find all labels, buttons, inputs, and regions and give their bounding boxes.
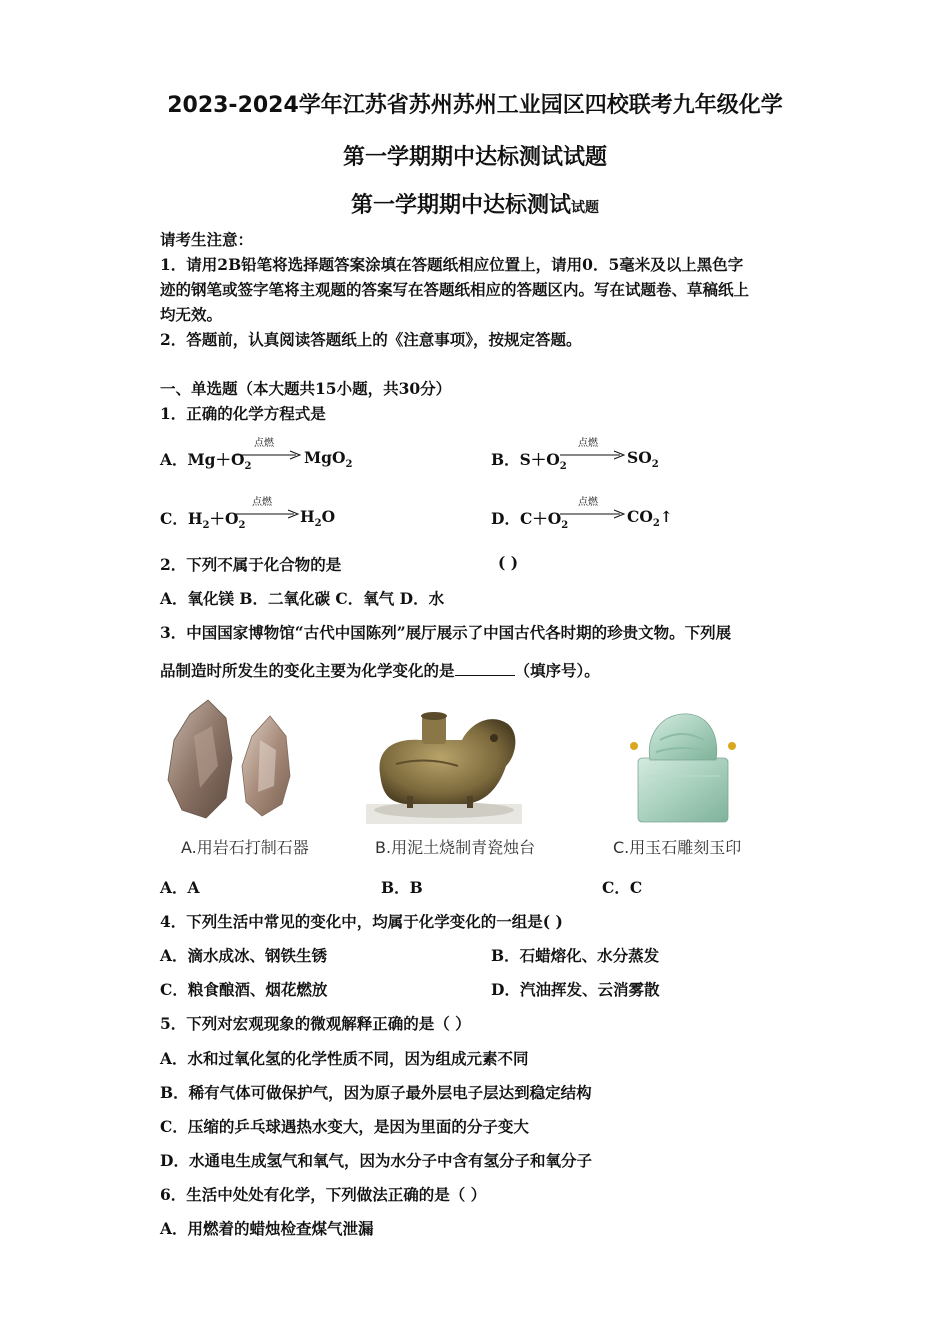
reaction-arrow-icon	[560, 450, 626, 460]
q4-option-c: C．粮食酿酒、烟花燃放	[160, 980, 328, 999]
notice-1c: 均无效。	[160, 305, 223, 324]
notice-1a: 1．请用2B铅笔将选择题答案涂填在答题纸相应位置上，请用0．5毫米及以上黑色字	[160, 255, 744, 274]
q1-c-mid: ＋O	[209, 509, 239, 528]
q1-c-label: C．H	[160, 509, 203, 528]
q1-d-arrow	[560, 497, 626, 523]
q1-c-arrow	[234, 497, 300, 523]
q3-option-b: B．B	[381, 878, 423, 897]
q1-d-product-end: ↑	[659, 507, 673, 526]
notice-1b: 迹的钢笔或签字笔将主观题的答案写在答题纸相应的答题区内。写在试题卷、草稿纸上	[160, 280, 750, 299]
q1-b-product-text: SO	[627, 448, 652, 467]
q1-b-sub: 2	[559, 461, 567, 473]
q1-a-product-sub: 2	[345, 459, 353, 471]
q3-stem-b-row	[160, 659, 600, 681]
q1-d-sub: 2	[561, 520, 569, 532]
q4-option-a: A．滴水成冰、钢铁生锈	[160, 946, 328, 965]
exam-title-line3-small: 试题	[571, 200, 599, 216]
q1-c-product-sub: 2	[314, 518, 322, 530]
q2-options: A．氧化镁 B．二氧化碳 C．氧气 D．水	[160, 589, 445, 608]
q3-option-c: C．C	[602, 878, 643, 897]
q5-option-d: D．水通电生成氢气和氧气，因为水分子中含有氢分子和氧分子	[160, 1151, 592, 1170]
notice-2: 2．答题前，认真阅读答题纸上的《注意事项》，按规定答题。	[160, 330, 582, 349]
q6-stem: 6．生活中处处有化学，下列做法正确的是（ ）	[160, 1185, 487, 1204]
q5-option-b: B．稀有气体可做保护气，因为原子最外层电子层达到稳定结构	[160, 1083, 592, 1102]
q1-b-condition: 点燃	[578, 438, 598, 449]
jade-seal-image	[620, 706, 746, 826]
q4-option-b: B．石蜡熔化、水分蒸发	[491, 946, 660, 965]
q1-a-condition: 点燃	[254, 438, 274, 449]
q1-c-product-end: O	[321, 507, 336, 526]
q3-caption-b: B.用泥土烧制青瓷烛台	[375, 838, 536, 857]
notice-heading: 请考生注意：	[160, 230, 254, 249]
reaction-arrow-icon	[234, 509, 300, 519]
q3-stem-a: 3．中国国家博物馆“古代中国陈列”展厅展示了中国古代各时期的珍贵文物。下列展	[160, 623, 732, 642]
q1-d-reactants: D．C＋O	[491, 509, 562, 528]
q5-stem: 5．下列对宏观现象的微观解释正确的是（ ）	[160, 1014, 471, 1033]
q5-option-c: C．压缩的乒乓球遇热水变大，是因为里面的分子变大	[160, 1117, 529, 1136]
q2-answer-paren: ( )	[498, 553, 519, 572]
q2-stem: 2．下列不属于化合物的是	[160, 555, 342, 574]
q1-d-condition: 点燃	[578, 497, 598, 508]
q3-option-a: A．A	[160, 878, 200, 897]
q1-b-product-sub: 2	[651, 459, 659, 471]
q1-a-product-text: MgO	[304, 448, 346, 467]
q1-option-d	[491, 507, 568, 531]
q3-stem-c: （填序号）。	[514, 661, 600, 680]
q4-option-d: D．汽油挥发、云消雾散	[491, 980, 660, 999]
exam-title-line2: 第一学期期中达标测试试题	[342, 145, 607, 170]
q1-a-arrow	[236, 438, 302, 464]
q1-b-reactants: B．S＋O	[491, 450, 560, 469]
q1-c-product	[300, 507, 335, 529]
exam-title-line3-main: 第一学期期中达标测试	[350, 193, 571, 218]
q6-option-a: A．用燃着的蜡烛检查煤气泄漏	[160, 1219, 374, 1238]
q1-d-product	[627, 507, 673, 529]
q1-b-product	[627, 448, 659, 470]
q3-answer-blank	[455, 661, 515, 676]
q1-a-reactants: A．Mg＋O	[160, 450, 245, 469]
q3-caption-a: A.用岩石打制石器	[181, 838, 309, 857]
q1-d-product-text: CO	[627, 507, 653, 526]
q1-c-sub1: 2	[202, 520, 210, 532]
q1-stem: 1．正确的化学方程式是	[160, 404, 326, 423]
q1-a-sub: 2	[244, 461, 252, 473]
q1-c-condition: 点燃	[252, 497, 272, 508]
q1-d-product-sub: 2	[652, 518, 660, 530]
reaction-arrow-icon	[236, 450, 302, 460]
q1-option-b	[491, 448, 567, 472]
section-heading: 一、单选题（本大题共15小题，共30分）	[160, 379, 452, 398]
reaction-arrow-icon	[560, 509, 626, 519]
q3-caption-c: C.用玉石雕刻玉印	[613, 838, 742, 857]
q4-stem: 4．下列生活中常见的变化中，均属于化学变化的一组是( )	[160, 912, 563, 931]
q1-option-c	[160, 507, 245, 531]
q1-a-product	[304, 448, 352, 470]
stone-tools-image	[160, 696, 320, 826]
exam-title-line3	[0, 188, 950, 219]
celadon-candlestick-image	[366, 704, 522, 824]
q5-option-a: A．水和过氧化氢的化学性质不同，因为组成元素不同	[160, 1049, 529, 1068]
q1-c-product-text: H	[300, 507, 315, 526]
q1-c-sub2: 2	[238, 520, 246, 532]
exam-title-line1: 2023-2024学年江苏省苏州苏州工业园区四校联考九年级化学	[167, 93, 783, 118]
q3-stem-b: 品制造时所发生的变化主要为化学变化的是	[160, 661, 455, 680]
q1-b-arrow	[560, 438, 626, 464]
